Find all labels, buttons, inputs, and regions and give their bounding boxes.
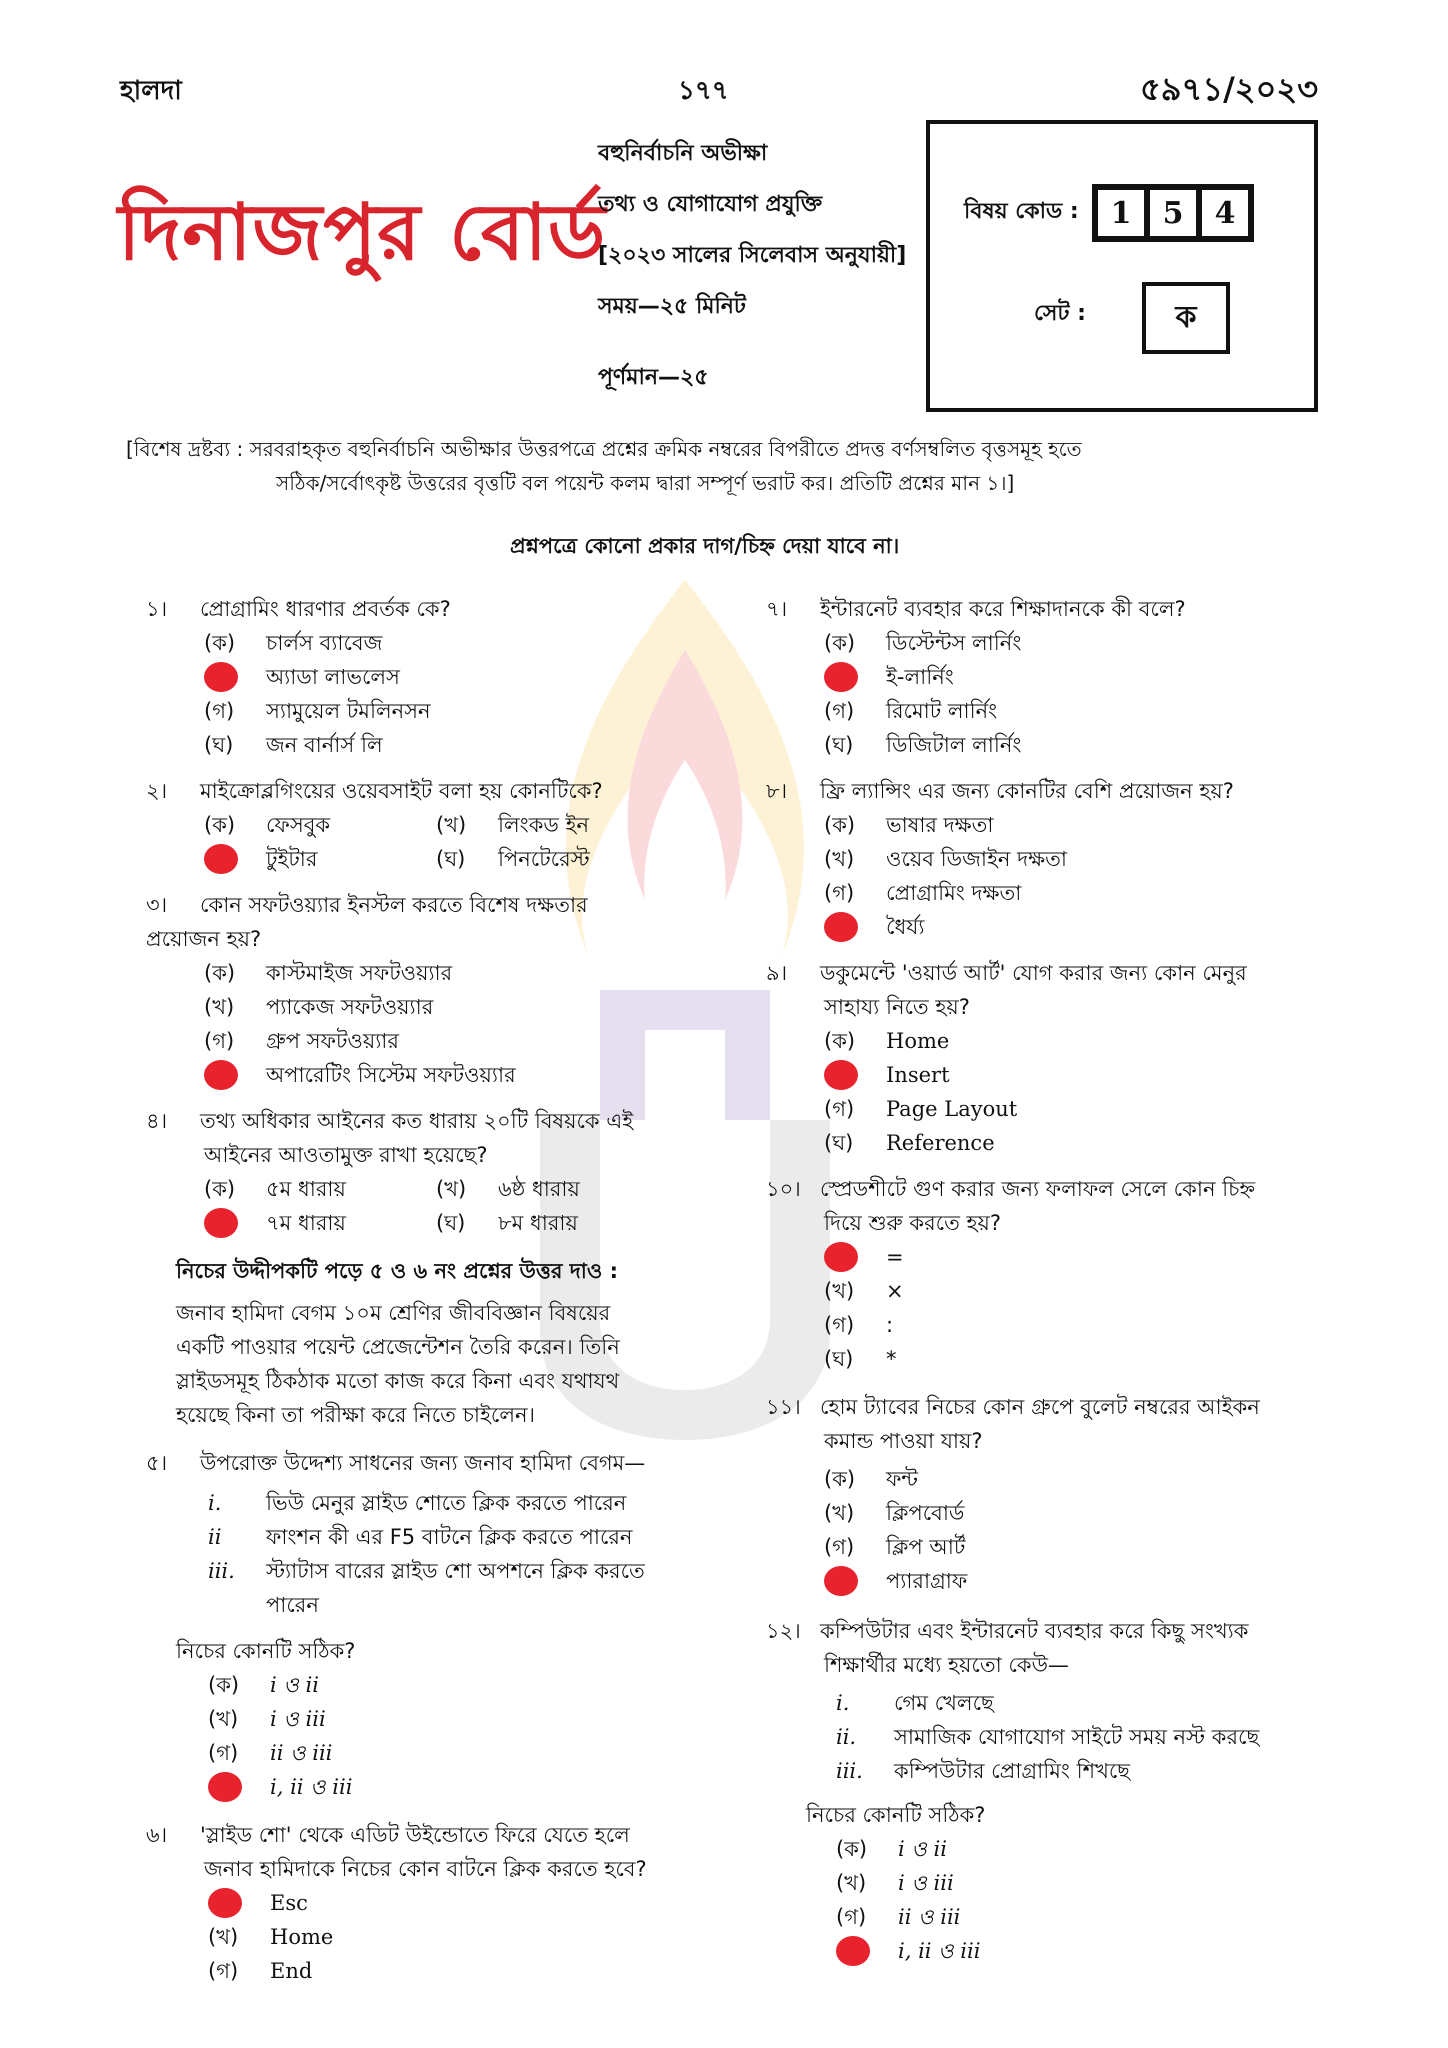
option[interactable] [824,1274,1336,1308]
option-text: কাস্টমাইজ সফটওয়্যার [266,961,453,985]
statement [836,1754,1336,1788]
option-text: প্যারাগ্রাফ [886,1569,968,1593]
option-letter: (ক) [204,813,236,837]
option[interactable] [436,1206,578,1240]
q-text: উপরোক্ত উদ্দেশ্য সাধনের জন্য জনাব হামিদা বেগম— [200,1451,646,1475]
option-text: i, ii ও iii [270,1775,353,1799]
board-title: দিনাজপুর বোর্ড [118,188,607,278]
option[interactable] [204,956,706,990]
subject-code-digit: 5 [1147,187,1199,239]
option-text: ৫ম ধারায় [266,1177,346,1201]
option[interactable] [824,728,1336,762]
paper-code: ৫৯৭১/২০২৩ [1140,70,1319,108]
option-letter: (ক) [204,961,236,985]
option-text: গ্রুপ সফটওয়্যার [266,1029,399,1053]
option-text: Page Layout [886,1097,1018,1121]
header-left-label: হালদা [120,76,182,106]
stem-line: জনাব হামিদা বেগম ১০ম শ্রেণির জীববিজ্ঞান বিষয়ের [176,1301,611,1325]
option-letter: (ক) [824,1467,856,1491]
statement [208,1554,706,1588]
q-text-cont: প্রয়োজন হয়? [146,927,262,951]
option-text: প্রোগ্রামিং দক্ষতা [886,881,1022,905]
option-letter: (খ) [208,1707,239,1731]
option-text: অ্যাডা লাভলেস [266,665,400,689]
option-letter: (খ) [836,1871,867,1895]
answer-mark-icon [824,1566,858,1596]
roman-numeral: i. [836,1691,850,1715]
question-10 [766,1172,1336,1206]
option-text: i, ii ও iii [898,1939,981,1963]
q-number: ৫। [146,1451,168,1475]
option-text: = [886,1245,904,1269]
option-letter: (গ) [208,1741,239,1765]
option-text: ii ও iii [270,1741,333,1765]
statement-text: ফাংশন কী এর F5 বাটনে ক্লিক করতে পারেন [266,1525,633,1549]
option-letter: (ঘ) [436,1211,466,1235]
stem-line: একটি পাওয়ার পয়েন্ট প্রেজেন্টেশন তৈরি করেন। তিনি [176,1335,620,1359]
option-answer[interactable] [824,1240,1336,1274]
statement-text: কম্পিউটার প্রোগ্রামিং শিখছে [894,1759,1131,1783]
full-marks: পূর্ণমান—২৫ [598,365,709,390]
option[interactable] [208,1668,706,1702]
option[interactable] [436,1172,580,1206]
option-row [204,1206,706,1240]
option-text: ওয়েব ডিজাইন দক্ষতা [886,847,1067,871]
question-7 [766,592,1336,626]
right-column [766,592,1336,1968]
stem-paragraph [146,1296,706,1432]
option[interactable] [824,694,1336,728]
option-letter: (ঘ) [824,1347,854,1371]
option-text: ডিজিটাল লার্নিং [886,733,1022,757]
answer-mark-icon [824,912,858,942]
option-answer[interactable] [204,1058,706,1092]
answer-mark-icon [824,662,858,692]
left-column [146,592,706,1988]
option-text: ফেসবুক [266,813,331,837]
answer-mark-icon [204,662,238,692]
option-letter: (খ) [436,1177,467,1201]
option[interactable] [824,1462,1336,1496]
option[interactable] [208,1954,706,1988]
q-number: ৬। [146,1823,168,1847]
statement-text: ভিউ মেনুর স্লাইড শোতে ক্লিক করতে পারেন [266,1491,627,1515]
statement-text: স্ট্যাটাস বারের স্লাইড শো অপশনে ক্লিক করতে [266,1559,645,1583]
statement-text: পারেন [266,1593,319,1617]
option-text: ফন্ট [886,1467,918,1491]
statement [836,1720,1336,1754]
option-text: ক্লিপ আর্ট [886,1535,966,1559]
q-number: ৮। [766,779,788,803]
q-text: প্রোগ্রামিং ধারণার প্রবর্তক কে? [200,597,451,621]
answer-mark-icon [204,1208,238,1238]
option-letter: (ঘ) [824,1131,854,1155]
q-number: ২। [146,779,168,803]
q-number: ১১। [766,1395,801,1419]
option-letter: (গ) [204,1029,235,1053]
option-letter: (খ) [204,995,235,1019]
option[interactable] [436,842,590,876]
option-letter: (গ) [824,1313,855,1337]
option-text: : [886,1313,894,1337]
subject-code-cells [1092,184,1254,242]
option-row [204,1172,706,1206]
option-text: স্যামুয়েল টমলিনসন [266,699,431,723]
option-text: Esc [270,1891,308,1915]
q-text-cont: জনাব হামিদাকে নিচের কোন বাটনে ক্লিক করতে হবে? [204,1857,647,1881]
option[interactable] [824,1342,1336,1376]
q-number: ৭। [766,597,788,621]
option-letter: (ক) [836,1837,868,1861]
option-answer[interactable] [824,1564,1336,1598]
statement-text: সামাজিক যোগাযোগ সাইটে সময় নস্ট করছে [894,1725,1260,1749]
question-1 [146,592,706,626]
option-text: জন বার্নার্স লি [266,733,383,757]
option-text: ডিস্টেন্টস লার্নিং [886,631,1022,655]
option-text: End [270,1959,313,1983]
option[interactable] [824,1024,1336,1058]
option-text: অপারেটিং সিস্টেম সফটওয়্যার [266,1063,516,1087]
q-text: ফ্রি ল্যান্সিং এর জন্য কোনটির বেশি প্রয়োজন হয়? [820,779,1234,803]
special-note [126,432,1316,500]
option-letter: (গ) [824,699,855,723]
option-letter: (গ) [208,1959,239,1983]
option-letter: (ক) [824,1029,856,1053]
statement [208,1520,706,1554]
option[interactable] [824,876,1336,910]
option[interactable] [836,1866,1336,1900]
question-3 [146,888,706,922]
option-text: ধৈর্য্য [886,915,925,939]
option[interactable] [824,1126,1336,1160]
stem-title: নিচের উদ্দীপকটি পড়ে ৫ ও ৬ নং প্রশ্নের উত্তর দাও : [176,1259,619,1283]
option[interactable] [824,842,1336,876]
option-text: i ও ii [898,1837,947,1861]
roman-numeral: ii [208,1525,222,1549]
option-text: ক্লিপবোর্ড [886,1501,965,1525]
option-letter: (খ) [208,1925,239,1949]
q-number: ১। [146,597,168,621]
option[interactable] [824,1530,1336,1564]
option[interactable] [208,1920,706,1954]
option-letter: (গ) [824,881,855,905]
option-letter: (ক) [204,631,236,655]
q-number: ১০। [766,1177,801,1201]
q-text: তথ্য অধিকার আইনের কত ধারায় ২০টি বিষয়কে এই [200,1109,634,1133]
option-text: i ও iii [270,1707,326,1731]
option-answer[interactable] [824,910,1336,944]
option[interactable] [824,808,1336,842]
option-answer[interactable] [824,660,1336,694]
answer-mark-icon [824,1060,858,1090]
option[interactable] [824,1496,1336,1530]
option-text: Reference [886,1131,995,1155]
option-answer[interactable] [208,1886,706,1920]
stem-line: হয়েছে কিনা তা পরীক্ষা করে নিতে চাইলেন। [176,1403,536,1427]
option-row [204,808,706,842]
which-correct: নিচের কোনটি সঠিক? [176,1639,356,1663]
option[interactable] [204,1024,706,1058]
option-text: * [886,1347,897,1371]
option-letter: (গ) [204,699,235,723]
q-text: কম্পিউটার এবং ইন্টারনেট ব্যবহার করে কিছু সংখ্যক [820,1619,1249,1643]
question-11 [766,1390,1336,1424]
option-letter: (খ) [824,1501,855,1525]
question-5 [146,1446,706,1480]
stem-line: স্লাইডসমূহ ঠিকঠাক মতো কাজ করে কিনা এবং যথাযথ [176,1369,620,1393]
exam-info [598,130,906,401]
option-answer[interactable] [824,1058,1336,1092]
exam-time: সময়—২৫ মিনিট [598,294,746,319]
question-12 [766,1614,1336,1648]
option-letter: (ক) [824,631,856,655]
q-number: ১২। [766,1619,801,1643]
option[interactable] [204,626,706,660]
option[interactable] [208,1736,706,1770]
q-text: ইন্টারনেট ব্যবহার করে শিক্ষাদানকে কী বলে? [820,597,1186,621]
option[interactable] [824,1092,1336,1126]
q-text-cont: শিক্ষার্থীর মধ্যে হয়তো কেউ— [824,1653,1069,1677]
option-letter: (গ) [824,1097,855,1121]
option-letter: (খ) [824,847,855,871]
option-text: ৬ষ্ঠ ধারায় [498,1177,580,1201]
statement-text: গেম খেলছে [894,1691,994,1715]
option-answer[interactable] [204,660,706,694]
option-answer[interactable] [836,1934,1336,1968]
option-letter: (ঘ) [204,733,234,757]
note-line: সঠিক/সর্বোৎকৃষ্ট উত্তরের বৃত্তটি বল পয়েন্ট কলম দ্বারা সম্পূর্ণ ভরাট কর। প্রতিটি প্রশ্নের মান ১।] [276,471,1015,495]
page-number: ১৭৭ [678,76,729,106]
question-8 [766,774,1336,808]
answer-mark-icon [204,844,238,874]
option-text: Insert [886,1063,950,1087]
question-9 [766,956,1336,990]
roman-numeral: iii. [836,1759,863,1783]
option[interactable] [204,728,706,762]
roman-numeral: iii. [208,1559,235,1583]
q-number: ৯। [766,961,788,985]
option-letter: (ক) [208,1673,240,1697]
question-4 [146,1104,706,1138]
q-text: হোম ট্যাবের নিচের কোন গ্রুপে বুলেট নম্বরের আইকন [820,1395,1260,1419]
answer-mark-icon [836,1936,870,1966]
option-text: রিমোট লার্নিং [886,699,998,723]
q-text-cont: সাহায্য নিতে হয়? [824,995,970,1019]
option-text: প্যাকেজ সফটওয়্যার [266,995,434,1019]
q-number: ৩। [146,893,168,917]
set-value: ক [1142,282,1230,354]
answer-mark-icon [208,1888,242,1918]
q-text-cont: কমান্ড পাওয়া যায়? [824,1429,983,1453]
option-text: ৮ম ধারায় [498,1211,578,1235]
q-text: ডকুমেন্টে 'ওয়ার্ড আর্ট' যোগ করার জন্য কোন মেনুর [820,961,1247,985]
option-answer[interactable] [204,1206,436,1240]
statement [208,1486,706,1520]
syllabus-note: [২০২৩ সালের সিলেবাস অনুযায়ী] [598,243,907,268]
option-letter: (ক) [824,813,856,837]
option-answer[interactable] [208,1770,706,1804]
option[interactable] [824,626,1336,660]
q-number: ৪। [146,1109,168,1133]
note-line: [বিশেষ দ্রষ্টব্য : সরবরাহকৃত বহুনির্বাচনি অভীক্ষার উত্তরপত্রে প্রশ্নের ক্রমিক নম্বরের বিপরীতে প্রদত্ত বর্ণসম্বলিত বৃত্তসমূহ হতে [126,437,1082,461]
code-set-box [926,120,1318,412]
option[interactable] [836,1900,1336,1934]
warning-text: প্রশ্নপত্রে কোনো প্রকার দাগ/চিহ্ন দেয়া যাবে না। [510,534,900,558]
option[interactable] [204,808,436,842]
exam-type: বহুনির্বাচনি অভীক্ষা [598,141,768,166]
answer-mark-icon [824,1242,858,1272]
q-text: মাইক্রোব্লগিংয়ের ওয়েবসাইট বলা হয় কোনটিকে? [200,779,603,803]
option-text: Home [886,1029,950,1053]
option-letter: (ঘ) [436,847,466,871]
option[interactable] [208,1702,706,1736]
option-letter: (খ) [824,1279,855,1303]
option-text: i ও iii [898,1871,954,1895]
option-text: i ও ii [270,1673,319,1697]
q-text-cont: দিয়ে শুরু করতে হয়? [824,1211,1002,1235]
option-letter: (ঘ) [824,733,854,757]
subject-code-digit: 4 [1199,187,1251,239]
option[interactable] [436,808,589,842]
option-answer[interactable] [204,842,436,876]
answer-mark-icon [204,1060,238,1090]
option-letter: (গ) [824,1535,855,1559]
question-6 [146,1818,706,1852]
option[interactable] [824,1308,1336,1342]
question-2 [146,774,706,808]
option-text: চার্লস ব্যাবেজ [266,631,383,655]
option[interactable] [204,1172,436,1206]
option-text: পিনটেরেস্ট [498,847,590,871]
option[interactable] [836,1832,1336,1866]
set-label: সেট : [1034,301,1086,326]
option-letter: (ক) [204,1177,236,1201]
option-text: × [886,1279,904,1303]
subject-code-digit: 1 [1095,187,1147,239]
option-text: ভাষার দক্ষতা [886,813,994,837]
option-row [204,842,706,876]
option[interactable] [204,694,706,728]
answer-mark-icon [208,1772,242,1802]
option-text: Home [270,1925,334,1949]
option-text: ৭ম ধারায় [266,1211,346,1235]
q-text-cont: আইনের আওতামুক্ত রাখা হয়েছে? [204,1143,488,1167]
option-text: ই-লার্নিং [886,665,954,689]
subject-name: তথ্য ও যোগাযোগ প্রযুক্তি [598,192,823,217]
q-text: স্প্রেডশীটে গুণ করার জন্য ফলাফল সেলে কোন চিহ্ন [820,1177,1256,1201]
statement [836,1686,1336,1720]
option-text: লিংকড ইন [498,813,589,837]
q-text: 'স্লাইড শো' থেকে এডিট উইন্ডোতে ফিরে যেতে হলে [200,1823,630,1847]
option-text: টুইটার [266,847,318,871]
which-correct: নিচের কোনটি সঠিক? [806,1803,986,1827]
subject-code-label: বিষয় কোড : [964,199,1079,224]
option-letter: (গ) [836,1905,867,1929]
roman-numeral: ii. [836,1725,857,1749]
option-letter: (খ) [436,813,467,837]
roman-numeral: i. [208,1491,222,1515]
option[interactable] [204,990,706,1024]
q-text: কোন সফটওয়্যার ইনস্টল করতে বিশেষ দক্ষতার [200,893,588,917]
option-text: ii ও iii [898,1905,961,1929]
